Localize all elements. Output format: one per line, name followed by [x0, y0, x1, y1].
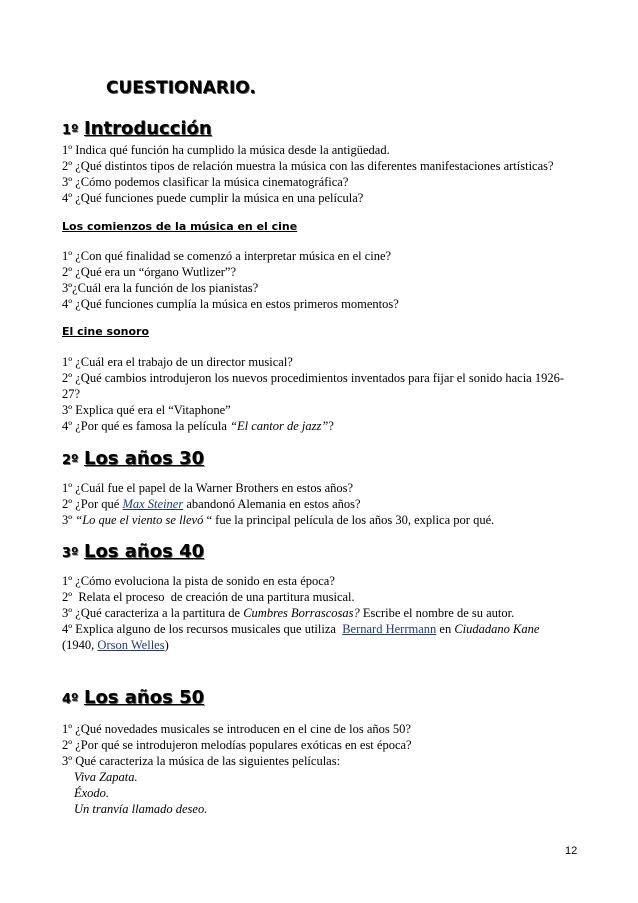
- question: [62, 605, 582, 621]
- section-number: 3º: [62, 546, 79, 561]
- bernard-herrmann-link[interactable]: Bernard Herrmann: [342, 622, 437, 636]
- section-number: 1º: [62, 123, 79, 138]
- film-title: Ciudadano Kane: [454, 622, 540, 636]
- question: [62, 512, 582, 528]
- orson-welles-link[interactable]: Orson Welles: [97, 638, 165, 652]
- question-text: abandonó Alemania en estos años?: [183, 497, 361, 511]
- question: 2º ¿Qué era un “órgano Wutlizer”?: [62, 265, 237, 279]
- question: 4º ¿Qué funciones puede cumplir la música en una película?: [62, 191, 364, 205]
- section-number: 4º: [62, 692, 79, 707]
- question-text: ?: [328, 419, 334, 433]
- film-title: “El cantor de jazz”: [230, 419, 329, 433]
- section-number: 2º: [62, 453, 79, 468]
- section-title: Introducción: [83, 118, 212, 139]
- question: [62, 418, 582, 434]
- film-title: “Lo que el viento se llevó: [75, 513, 204, 527]
- question-list-anos-30: [62, 480, 582, 528]
- question-list-comienzos: [62, 248, 582, 312]
- question-text: 2º ¿Por qué: [62, 497, 123, 511]
- question-text: (1940,: [62, 638, 98, 652]
- question: 2º ¿Qué distintos tipos de relación muestra la música con las diferentes manifestaciones artísticas?: [62, 159, 554, 173]
- film-title: Éxodo.: [74, 786, 110, 800]
- question: 3º Explica qué era el “Vitaphone”: [62, 403, 231, 417]
- question-text: 4º Explica alguno de los recursos musicales que utiliza: [62, 622, 343, 636]
- film-title: Un tranvía llamado deseo.: [74, 802, 208, 816]
- question-list-anos-40: [62, 573, 582, 653]
- question: 1º ¿Qué novedades musicales se introducen en el cine de los años 50?: [62, 722, 411, 736]
- question-continuation: [62, 637, 582, 653]
- question-list-cine-sonoro: [62, 354, 582, 434]
- section-title: Los años 30: [83, 448, 205, 469]
- question: [62, 621, 582, 637]
- question: 2º Relata el proceso de creación de una partitura musical.: [62, 590, 355, 604]
- section-title: Los años 40: [83, 541, 205, 562]
- film-title: Cumbres Borrascosas?: [243, 606, 360, 620]
- section-title: Los años 50: [83, 687, 205, 708]
- page-number: 12: [565, 845, 578, 857]
- question-text: 4º ¿Por qué es famosa la película: [62, 419, 231, 433]
- document-title: CUESTIONARIO.: [106, 78, 256, 98]
- question-text: “ fue la principal película de los años 30, explica por qué.: [203, 513, 495, 527]
- question: [62, 496, 582, 512]
- question-text: ): [164, 638, 169, 652]
- max-steiner-link[interactable]: Max Steiner: [122, 497, 184, 511]
- question-list-introduccion: [62, 142, 582, 206]
- film-title: Viva Zapata.: [74, 770, 138, 784]
- question: 4º ¿Qué funciones cumplía la música en estos primeros momentos?: [62, 297, 399, 311]
- question-text: en: [436, 622, 455, 636]
- question: 2º ¿Por qué se introdujeron melodías populares exóticas en est época?: [62, 738, 412, 752]
- section-heading-anos-50: [62, 687, 204, 708]
- question: 1º ¿Cuál fue el papel de la Warner Brothers en estos años?: [62, 481, 354, 495]
- question-text: 3º ¿Qué caracteriza a la partitura de: [62, 606, 244, 620]
- question: 2º ¿Qué cambios introdujeron los nuevos procedimientos inventados para fijar el sonido hacia 1926-27?: [62, 371, 565, 401]
- section-heading-introduccion: [62, 118, 212, 139]
- question: 3º ¿Cómo podemos clasificar la música cinematográfica?: [62, 175, 349, 189]
- question: 1º ¿Con qué finalidad se comenzó a interpretar música en el cine?: [62, 249, 392, 263]
- question-text: Escribe el nombre de su autor.: [359, 606, 515, 620]
- subsection-heading-comienzos: Los comienzos de la música en el cine: [62, 220, 298, 233]
- subsection-heading-cine-sonoro: El cine sonoro: [62, 325, 150, 338]
- question: 3º Qué caracteriza la música de las siguientes películas:: [62, 754, 341, 768]
- section-heading-anos-30: [62, 448, 204, 469]
- question-text: 3º: [62, 513, 76, 527]
- question-list-anos-50: [62, 721, 582, 817]
- question: 1º Indica qué función ha cumplido la música desde la antigüedad.: [62, 143, 390, 157]
- question: 1º ¿Cuál era el trabajo de un director musical?: [62, 355, 293, 369]
- question: 3º¿Cuál era la función de los pianistas?: [62, 281, 259, 295]
- section-heading-anos-40: [62, 541, 204, 562]
- question: 1º ¿Cómo evoluciona la pista de sonido en esta época?: [62, 574, 335, 588]
